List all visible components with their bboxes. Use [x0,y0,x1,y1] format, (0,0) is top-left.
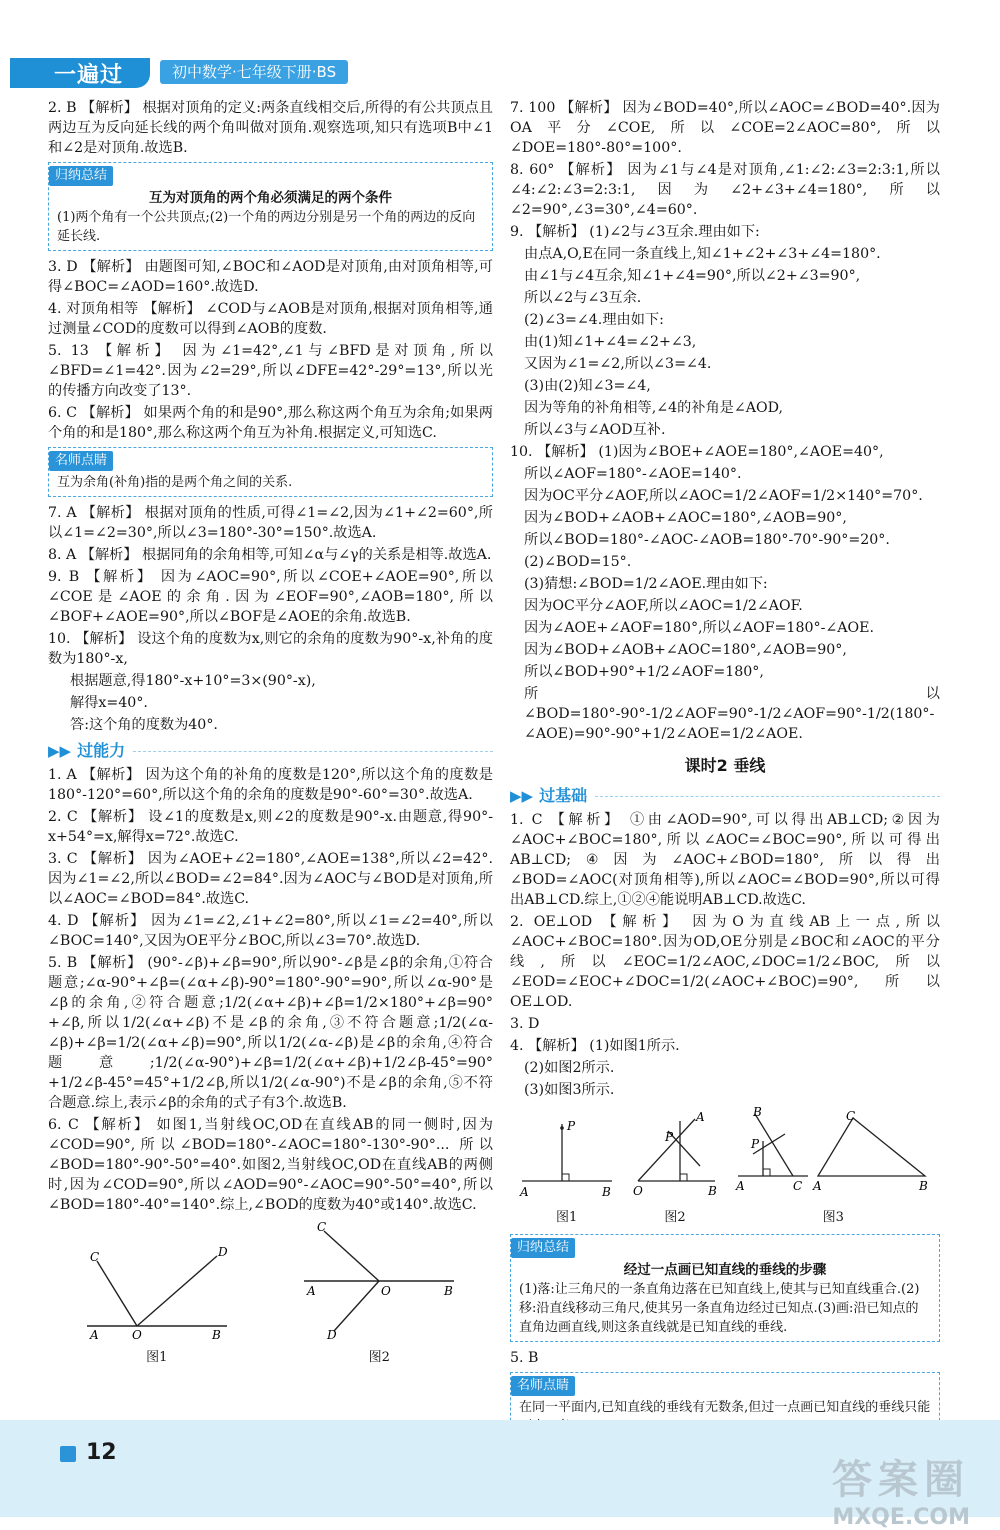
summary-label: 归纳总结 [49,166,113,186]
svg-text:O: O [131,1328,142,1341]
section-nengli [48,741,493,761]
section-title: 过能力 [77,741,126,760]
perp-figure-2 [630,1111,720,1228]
svg-text:A: A [813,1179,822,1193]
answer-r9-6: 由(1)知∠1+∠4=∠2+∠3, [524,334,697,350]
svg-text:P: P [566,1119,575,1133]
perp-figure-3 [733,1106,933,1228]
svg-text:B: B [753,1106,763,1119]
answer-r10-9: 因为∠AOE+∠AOF=180°,所以∠AOF=180°-∠AOE. [524,620,875,636]
answer-r10-6: (2)∠BOD=15°. [524,554,632,570]
teacher-tip-box-1 [48,447,493,497]
angle-diagram-2 [299,1221,459,1341]
answer-3: 3. D 【解析】 由题图可知,∠BOC和∠AOD是对顶角,由对顶角相等,可得∠BOC=∠AOD=160°.故选D. [48,259,493,295]
perp-diagram-3 [733,1106,933,1201]
svg-text:P: P [664,1130,674,1144]
answer-r9-3: 由∠1与∠4互余,知∠1+∠4=90°,所以∠2+∠3=90°, [524,268,861,284]
answer-r9-5: (2)∠3=∠4.理由如下: [524,312,664,328]
answer-r7: 7. 100 【解析】 因为∠BOD=40°,所以∠AOC=∠BOD=40°.因为OA平分∠COE,所以∠COE=2∠AOC=80°,所以∠DOE=180°-80°=100°. [510,100,940,156]
figure-1-caption: 图1 [146,1350,168,1365]
svg-text:A: A [695,1111,705,1124]
answer-r9-9: 因为等角的补角相等,∠4的补角是∠AOD, [524,400,784,416]
section-divider [595,796,940,797]
answer-9: 9. B 【解析】 因为∠AOC=90°,所以∠COE+∠AOE=90°,所以∠COE是∠AOE的余角.因为∠EOF=90°,∠AOB=180°,所以∠BOF+∠AOE=90°,所以∠BOF是∠AOE的余角.故选B. [48,569,493,625]
answer-r10-12: 所以∠BOD=180°-90°-1/2∠AOF=90°-1/2∠AOF=90°-1/2(180°-∠AOE)=90°-90°+1/2∠AOE=1/2∠AOE. [524,686,940,742]
answer-5: 5. 13 【解析】 因为∠1=42°,∠1与∠BFD是对顶角,所以∠BFD=∠1=42°.因为∠2=29°,所以∠DFE=42°-29°=13°,所以光的传播方向改变了13°. [48,343,493,399]
answer-r10-1: 10. 【解析】 (1)因为∠BOE+∠AOE=180°,∠AOE=40°, [510,444,884,460]
answer-2: 2. B 【解析】 根据对顶角的定义:两条直线相交后,所得的有公共顶点且两边互为反向延长线的两个角叫做对顶角.观察选项,知只有选项B中∠1和∠2是对顶角.故选B. [48,100,493,156]
svg-text:A: A [307,1284,316,1298]
answer-r10-10: 因为∠BOD+∠AOB+∠AOC=180°,∠AOB=90°, [524,642,847,658]
tip-text: 在同一平面内,已知直线的垂线有无数条,但过一点画已知直线的垂线只能 [519,1400,931,1415]
answer-r8: 8. 60° 【解析】 因为∠1与∠4是对顶角,∠1:∠2:∠3=2:3:1,所以∠4:∠2:∠3=2:3:1,因为∠2+∠3+∠4=180°,所以∠2=90°,∠3=30°,∠4=60°. [510,162,940,218]
perp-figure-2-caption: 图2 [664,1210,686,1225]
perp-figure-1-caption: 图1 [556,1210,578,1225]
summary-label: 归纳总结 [511,1238,575,1258]
perpendicular-figures [510,1106,940,1228]
basic-answer-4c: (3)如图3所示. [524,1082,615,1098]
ability-answer-3: 3. C 【解析】 因为∠AOE+∠2=180°,∠AOE=138°,所以∠2=42°.因为∠1=∠2,所以∠BOD=∠2=84°.因为∠AOC与∠BOD是对顶角,所以∠AOC=∠BOD=84°.故选C. [48,851,493,907]
answer-r9-8: (3)由(2)知∠3=∠4, [524,378,651,394]
svg-text:O: O [381,1284,392,1298]
perp-diagram-1 [517,1116,617,1201]
page-number: 12 [86,1440,117,1465]
perp-diagram-2 [630,1111,720,1201]
basic-answer-3: 3. D [510,1016,540,1032]
answer-7: 7. A 【解析】 根据对顶角的性质,可得∠1=∠2,因为∠1+∠2=60°,所以∠1=∠2=30°,所以∠3=180°-30°=150°.故选A. [48,505,493,541]
svg-text:A: A [519,1185,529,1199]
watermark-url: MXQE.COM [832,1505,970,1530]
summary-text: (1)落:让三角尺的一条直角边落在已知直线上,使其与已知直线重合.(2)移:沿直线移动三角尺,使其另一条直角边经过已知点.(3)画:沿已知点的直角边画直线,则这条直线就是已知直线的垂线. [519,1282,920,1335]
answer-r9-2: 由点A,O,E在同一条直线上,知∠1+∠2+∠3+∠4=180°. [524,246,881,262]
angle-diagram-1 [82,1241,232,1341]
answer-r10-8: 因为OC平分∠AOF,所以∠AOC=1/2∠AOF. [524,598,803,614]
answer-r9-10: 所以∠3与∠AOD互补. [524,422,666,438]
ability-answer-2: 2. C 【解析】 设∠1的度数是x,则∠2的度数是90°-x.由题意,得90°-x+54°=x,解得x=72°.故选C. [48,809,493,845]
section-arrow-icon: ▶▶ [48,742,72,760]
answer-8: 8. A 【解析】 根据同角的余角相等,可知∠α与∠γ的关系是相等.故选A. [48,547,492,563]
svg-text:C: C [846,1109,856,1123]
answer-r10-3: 因为OC平分∠AOF,所以∠AOC=1/2∠AOF=1/2×140°=70°. [524,488,923,504]
svg-text:O: O [632,1184,643,1198]
answer-r10-4: 因为∠BOD+∠AOB+∠AOC=180°,∠AOB=90°, [524,510,847,526]
basic-answer-1: 1. C 【解析】 ①由∠AOD=90°,可以得出AB⊥CD;②因为∠AOC+∠BOC=180°,所以∠AOC=∠BOC=90°,所以可得出AB⊥CD;④因为∠AOC+∠BOD=180°,所以得出∠BOD=∠AOC(对顶角相等),所以∠AOC=∠BOD=90°,所以可得出AB⊥CD.综上,①②④能说明AB⊥CD.故选C. [510,812,940,908]
answer-6: 6. C 【解析】 如果两个角的和是90°,那么称这两个角互为余角;如果两个角的和是180°,那么称这两个角互为补角.根据定义,可知选C. [48,405,493,441]
basic-answer-2: 2. OE⊥OD 【解析】 因为O为直线AB上一点,所以∠AOC+∠BOC=180°.因为OD,OE分别是∠BOC和∠AOC的平分线,所以∠EOC=1/2∠AOC,∠DOC=1/2∠BOC,所以∠EOD=∠EOC+∠DOC=1/2(∠AOC+∠BOC)=90°,所以OE⊥OD. [510,914,940,1010]
svg-text:P: P [751,1137,760,1151]
answer-10-line4: 答:这个角的度数为40°. [70,717,218,733]
figure-2-caption: 图2 [368,1350,390,1365]
svg-text:A: A [89,1328,99,1341]
page-number-marker [60,1446,76,1462]
angle-figures [48,1221,493,1368]
perp-figure-3-caption: 图3 [822,1210,844,1225]
svg-text:B: B [444,1284,454,1298]
lesson-title: 课时2 垂线 [684,756,766,775]
tip-label: 名师点睛 [511,1376,575,1396]
perp-figure-1 [517,1116,617,1228]
tip-label: 名师点睛 [49,451,113,471]
brand-title: 一遍过 [54,63,124,88]
page-header [0,0,1000,92]
series-label: 初中数学·七年级下册·BS [160,60,348,84]
section-arrow-icon: ▶▶ [510,787,534,805]
basic-answer-5: 5. B [510,1350,539,1366]
summary-title: 互为对顶角的两个角必须满足的两个条件 [149,190,392,206]
watermark-main: 答案圈 [832,1457,970,1503]
summary-box-1 [48,162,493,251]
summary-title: 经过一点画已知直线的垂线的步骤 [623,1262,827,1278]
basic-answer-4a: 4. 【解析】 (1)如图1所示. [510,1038,680,1054]
answer-r9-7: 又因为∠1=∠2,所以∠3=∠4. [524,356,712,372]
svg-text:C: C [317,1221,327,1234]
svg-text:A: A [736,1179,745,1193]
section-title: 过基础 [539,786,588,805]
right-column [510,98,940,1447]
svg-text:D: D [327,1328,337,1341]
svg-text:B: B [601,1185,611,1199]
answer-r10-5: 所以∠BOD=180°-∠AOC-∠AOB=180°-70°-90°=20°. [524,532,890,548]
answer-r10-11: 所以∠BOD+90°+1/2∠AOF=180°, [524,664,764,680]
watermark [832,1448,970,1530]
figure-2 [299,1221,459,1368]
svg-text:B: B [919,1179,929,1193]
answer-r9-4: 所以∠2与∠3互余. [524,290,642,306]
svg-text:B: B [707,1184,717,1198]
ability-answer-1: 1. A 【解析】 因为这个角的补角的度数是120°,所以这个角的度数是180°-120°=60°,所以这个角的余角的度数是90°-60°=30°.故选A. [48,767,493,803]
svg-text:C: C [793,1179,803,1193]
answer-r10-2: 所以∠AOF=180°-∠AOE=140°. [524,466,742,482]
svg-text:D: D [217,1245,228,1259]
section-divider [133,751,493,752]
ability-answer-5: 5. B 【解析】 (90°-∠β)+∠β=90°,所以90°-∠β是∠β的余角,①符合题意;∠α-90°+∠β=(∠α+∠β)-90°=180°-90°=90°,所以∠α-90°是∠β的余角,②符合题意;1/2(∠α+∠β)+∠β=1/2×180°+∠β=90°+∠β,所以1/2(∠α+∠β)不是∠β的余角,③不符合题意;1/2(∠α-∠β)+∠β=1/2(∠α+∠β)=90°,所以1/2(∠α-∠β)是∠β的余角,④符合题意;1/2(∠α-90°)+∠β=1/2(∠α+∠β)+1/2∠β-45°=90°+1/2∠β-45°=45°+1/2∠β,所以1/2(∠α-90°)不是∠β的余角,⑤不符合题意.综上,表示∠β的余角的式子有3个.故选B. [48,955,493,1111]
summary-box-2 [510,1234,940,1342]
section-jichu [510,786,940,806]
figure-1 [82,1241,232,1368]
answer-10-line3: 解得x=40°. [70,695,148,711]
answer-10-line1: 10. 【解析】 设这个角的度数为x,则它的余角的度数为90°-x,补角的度数为180°-x, [48,631,493,667]
answer-r9-1: 9. 【解析】 (1)∠2与∠3互余.理由如下: [510,224,760,240]
ability-answer-4: 4. D 【解析】 因为∠1=∠2,∠1+∠2=80°,所以∠1=∠2=40°,所以∠BOC=140°,又因为OE平分∠BOC,所以∠3=70°.故选D. [48,913,493,949]
summary-text: (1)两个角有一个公共顶点;(2)一个角的两边分别是另一个角的两边的反向延长线. [57,210,476,244]
svg-text:B: B [211,1328,221,1341]
left-column [48,98,493,1374]
ability-answer-6: 6. C 【解析】 如图1,当射线OC,OD在直线AB的同一侧时,因为∠COD=90°,所以∠BOD=180°-∠AOC=180°-130°-90°... 所以∠BOD=180°-90°-50°=40°.如图2,当射线OC,OD在直线AB的两侧时,因为∠COD=90°,所以∠AOD=90°-∠AOC=90°-50°=40°,所以∠BOD=180°-40°=140°.综上,∠BOD的度数为40°或140°.故选C. [48,1117,493,1213]
answer-4: 4. 对顶角相等 【解析】 ∠COD与∠AOB是对顶角,根据对顶角相等,通过测量∠COD的度数可以得到∠AOB的度数. [48,301,493,337]
answer-10-line2: 根据题意,得180°-x+10°=3×(90°-x), [70,673,316,689]
answer-r10-7: (3)猜想:∠BOD=1/2∠AOE.理由如下: [524,576,768,592]
svg-text:C: C [89,1250,99,1264]
tip-text: 互为余角(补角)指的是两个角之间的关系. [57,475,293,490]
basic-answer-4b: (2)如图2所示. [524,1060,615,1076]
